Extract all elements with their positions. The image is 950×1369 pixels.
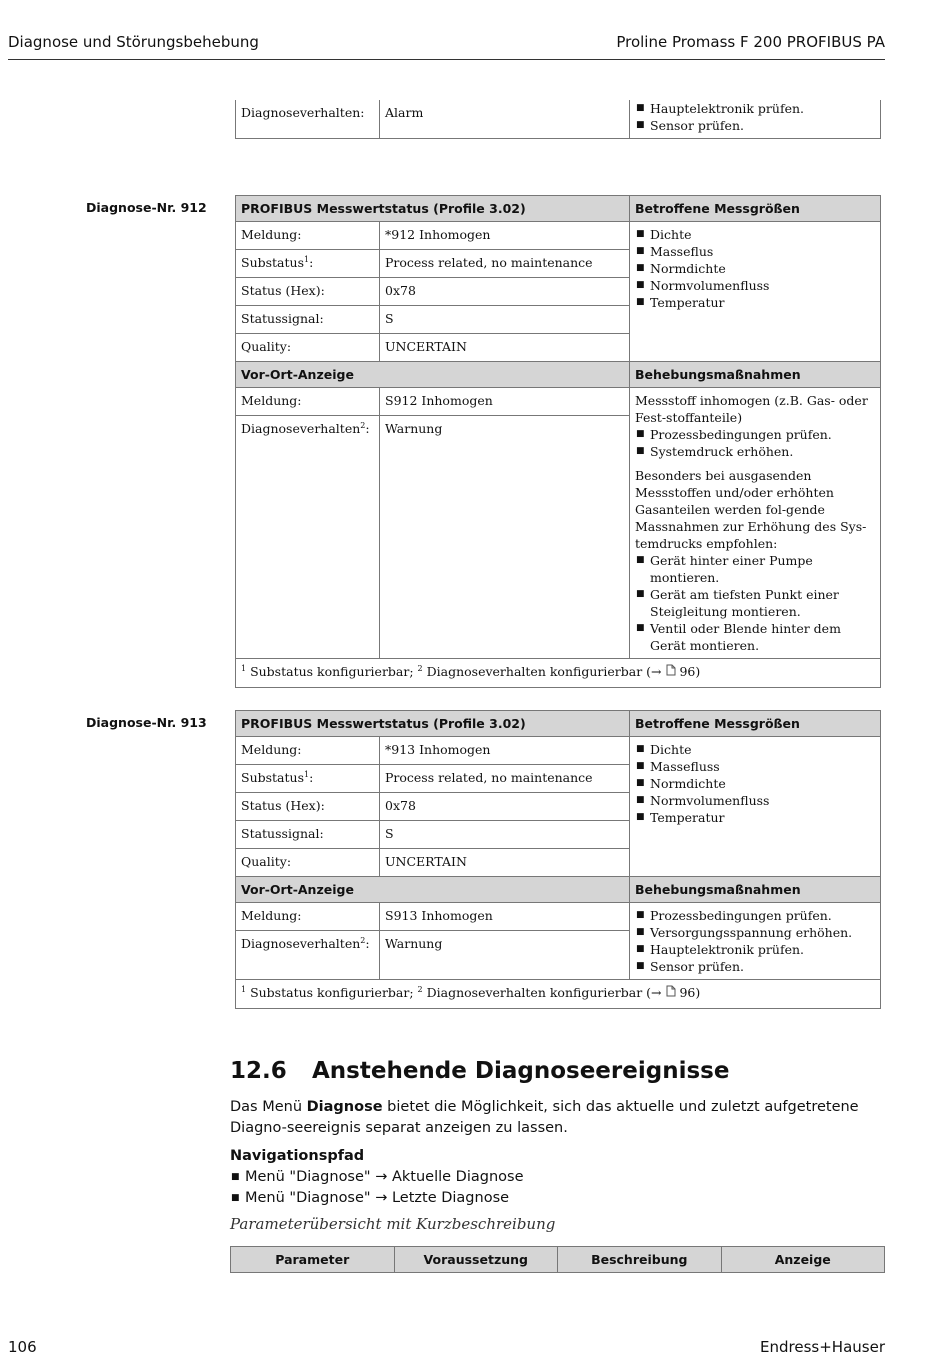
list-item: ■ Temperatur <box>635 809 875 826</box>
table-caption: Parameterübersicht mit Kurzbeschreibung <box>230 1215 556 1233</box>
list-item: ■ Hauptelektronik prüfen. <box>635 100 875 117</box>
column-header: Anzeige <box>721 1247 885 1273</box>
list-item: ■ Sensor prüfen. <box>635 958 875 975</box>
row-label: Substatus$^1$: <box>236 250 380 278</box>
behavior-value: Alarm <box>380 100 630 139</box>
arrow-icon: → <box>375 1190 388 1206</box>
list-item: ■ Dichte <box>635 741 875 758</box>
list-item: ■ Massefluss <box>635 758 875 775</box>
row-value: UNCERTAIN <box>380 849 630 877</box>
behavior-label: Diagnoseverhalten: <box>236 100 380 139</box>
column-header: Beschreibung <box>558 1247 722 1273</box>
behavior-value: Warnung <box>380 416 630 659</box>
parameter-table <box>230 1246 885 1273</box>
arrow-icon: → <box>651 664 662 679</box>
section-intro: Das Menü Diagnose bietet die Möglichkeit, sich das aktuelle und zuletzt aufgetretene Diagno-seereignis separat anzeigen zu lassen. <box>230 1099 859 1136</box>
column-header: Parameter <box>231 1247 395 1273</box>
local-display-header: Vor-Ort-Anzeige <box>236 877 630 903</box>
local-msg-label: Meldung: <box>236 903 380 931</box>
list-item: ■ Gerät hinter einer Pumpe montieren. <box>635 552 875 586</box>
arrow-icon: → <box>651 985 662 1000</box>
local-msg-value: S912 Inhomogen <box>380 388 630 416</box>
remedy-cell <box>630 100 881 139</box>
list-item: ■ Normvolumenfluss <box>635 792 875 809</box>
header-rule <box>8 59 885 60</box>
list-item: ■ Versorgungsspannung erhöhen. <box>635 924 875 941</box>
remedy-list-2 <box>635 552 875 654</box>
affected-header: Betroffene Messgrößen <box>630 711 881 737</box>
remedy-cell <box>630 903 881 980</box>
row-value: *912 Inhomogen <box>380 222 630 250</box>
local-display-header: Vor-Ort-Anzeige <box>236 362 630 388</box>
section-number: 12.6 <box>230 1058 287 1084</box>
row-value: S <box>380 306 630 334</box>
list-item: ■ Dichte <box>635 226 875 243</box>
remedy-header: Behebungsmaßnahmen <box>630 877 881 903</box>
diag-913-label: Diagnose-Nr. 913 <box>86 715 207 730</box>
affected-list <box>635 226 875 311</box>
column-header: Voraussetzung <box>394 1247 558 1273</box>
row-label: Meldung: <box>236 737 380 765</box>
remedy-paragraph: Besonders bei ausgasenden Messstoffen und/oder erhöhten Gasanteilen werden fol-gende Massnahmen zur Erhöhung des Sys-temdrucks empfohlen: <box>635 468 867 551</box>
diag-912-table <box>235 195 881 688</box>
section-title: Anstehende Diagnoseereignisse <box>312 1058 730 1084</box>
row-label: Substatus$^1$: <box>236 765 380 793</box>
row-value: UNCERTAIN <box>380 334 630 362</box>
remedy-intro: Messstoff inhomogen (z.B. Gas- oder Fest-stoffanteile) <box>635 393 868 425</box>
section-heading <box>230 1058 729 1084</box>
running-header-right: Proline Promass F 200 PROFIBUS PA <box>616 33 885 51</box>
remedy-header: Behebungsmaßnahmen <box>630 362 881 388</box>
row-value: *913 Inhomogen <box>380 737 630 765</box>
diag-912-label: Diagnose-Nr. 912 <box>86 200 207 215</box>
list-item: ■ Menü "Diagnose" → Aktuelle Diagnose <box>230 1167 880 1188</box>
row-label: Statussignal: <box>236 306 380 334</box>
list-item: ■ Normdichte <box>635 775 875 792</box>
list-item: ■ Sensor prüfen. <box>635 117 875 134</box>
list-item: ■ Prozessbedingungen prüfen. <box>635 907 875 924</box>
affected-list <box>635 741 875 826</box>
nav-list <box>230 1167 880 1209</box>
affected-cell <box>630 737 881 877</box>
list-item: ■ Menü "Diagnose" → Letzte Diagnose <box>230 1188 880 1209</box>
status-header: PROFIBUS Messwertstatus (Profile 3.02) <box>236 711 630 737</box>
local-msg-label: Meldung: <box>236 388 380 416</box>
list-item: ■ Masseflus <box>635 243 875 260</box>
list-item: ■ Hauptelektronik prüfen. <box>635 941 875 958</box>
footnote: $^1$ Substatus konfigurierbar; $^2$ Diagnoseverhalten konfigurierbar (→ 96) <box>236 980 881 1009</box>
affected-header: Betroffene Messgrößen <box>630 196 881 222</box>
affected-cell <box>630 222 881 362</box>
list-item: ■ Normvolumenfluss <box>635 277 875 294</box>
diag-previous-fragment-table <box>235 100 881 139</box>
row-value: 0x78 <box>380 793 630 821</box>
footnote: $^1$ Substatus konfigurierbar; $^2$ Diagnoseverhalten konfigurierbar (→ 96) <box>236 659 881 688</box>
list-item: ■ Normdichte <box>635 260 875 277</box>
row-label: Meldung: <box>236 222 380 250</box>
remedy-list <box>635 907 875 975</box>
row-label: Quality: <box>236 334 380 362</box>
behavior-label: Diagnoseverhalten$^2$: <box>236 416 380 659</box>
running-header-left: Diagnose und Störungsbehebung <box>8 33 259 51</box>
row-value: Process related, no maintenance <box>380 250 630 278</box>
page-icon <box>666 664 676 679</box>
remedy-list <box>635 100 875 134</box>
behavior-value: Warnung <box>380 931 630 980</box>
row-value: Process related, no maintenance <box>380 765 630 793</box>
list-item: ■ Ventil oder Blende hinter dem Gerät montieren. <box>635 620 875 654</box>
nav-path <box>230 1146 880 1209</box>
row-label: Status (Hex): <box>236 793 380 821</box>
row-value: 0x78 <box>380 278 630 306</box>
brand-name: Endress+Hauser <box>760 1338 885 1356</box>
diag-913-table <box>235 710 881 1009</box>
row-value: S <box>380 821 630 849</box>
list-item: ■ Systemdruck erhöhen. <box>635 443 875 460</box>
list-item: ■ Temperatur <box>635 294 875 311</box>
row-label: Statussignal: <box>236 821 380 849</box>
behavior-label: Diagnoseverhalten$^2$: <box>236 931 380 980</box>
nav-heading: Navigationspfad <box>230 1148 365 1164</box>
list-item: ■ Gerät am tiefsten Punkt einer Steigleitung montieren. <box>635 586 875 620</box>
local-msg-value: S913 Inhomogen <box>380 903 630 931</box>
row-label: Status (Hex): <box>236 278 380 306</box>
page-icon <box>666 985 676 1000</box>
remedy-cell <box>630 388 881 659</box>
page-number: 106 <box>8 1338 37 1356</box>
remedy-list <box>635 426 875 460</box>
row-label: Quality: <box>236 849 380 877</box>
list-item: ■ Prozessbedingungen prüfen. <box>635 426 875 443</box>
status-header: PROFIBUS Messwertstatus (Profile 3.02) <box>236 196 630 222</box>
arrow-icon: → <box>375 1169 388 1185</box>
